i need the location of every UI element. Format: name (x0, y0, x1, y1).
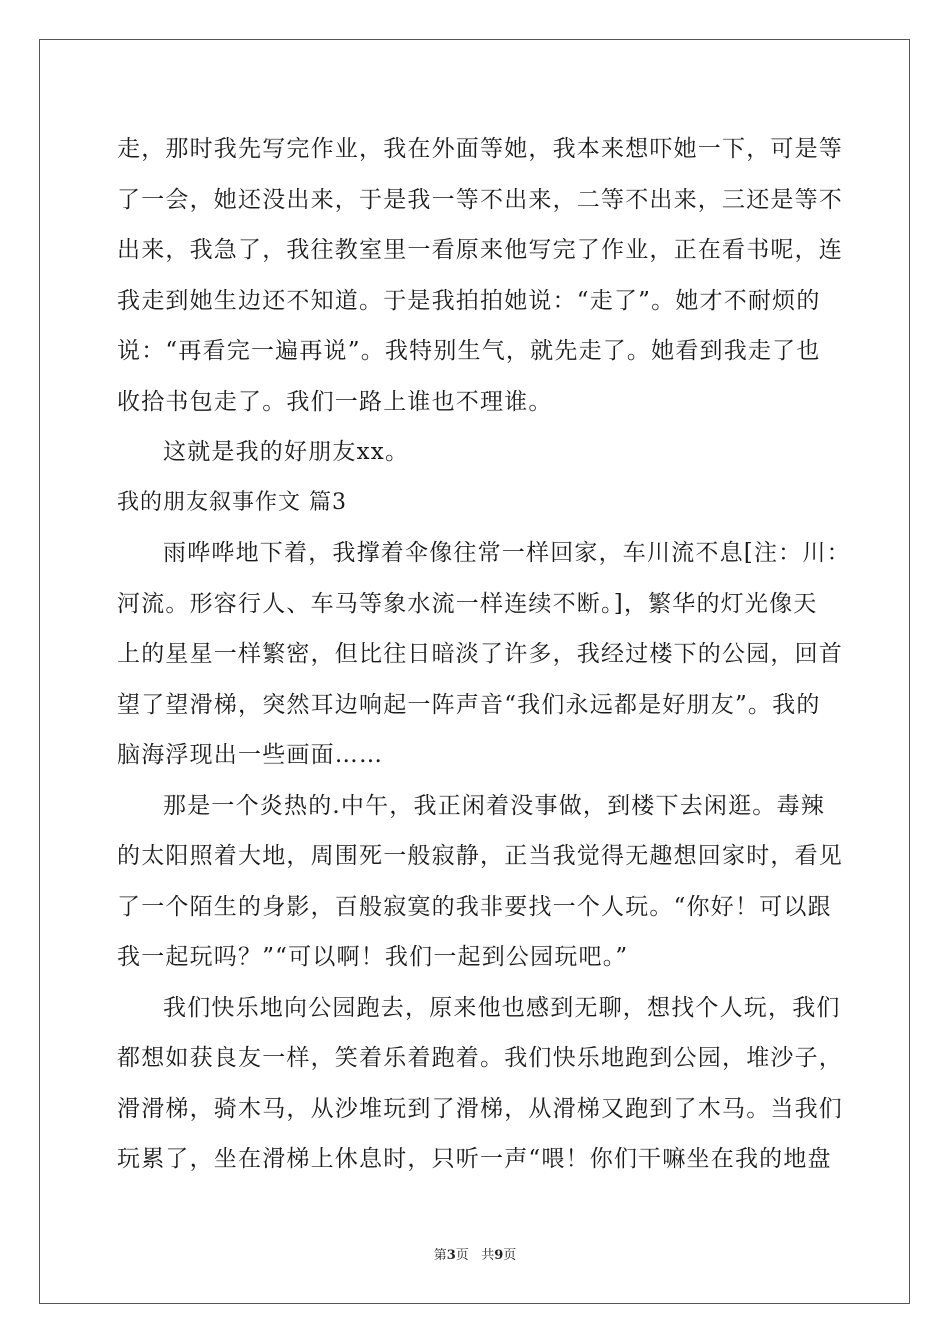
text-line: 出来，我急了，我往教室里一看原来他写完了作业，正在看书呢，连 (117, 237, 843, 263)
text-line: 我们快乐地向公园跑去，原来他也感到无聊，想找个人玩，我们 (163, 994, 841, 1021)
paragraph (117, 983, 843, 1185)
text-line: 脑海浮现出一些画面…… (117, 742, 384, 768)
text-line: 我一起玩吗？”“可以啊！我们一起到公园玩吧。” (117, 944, 629, 970)
text-line: 河流。形容行人、车马等象水流一样连续不断。]，繁华的灯光像天 (117, 590, 818, 617)
paragraph (117, 124, 843, 427)
text-line: 望了望滑梯，突然耳边响起一阵声音“我们永远都是好朋友”。我的 (117, 691, 821, 718)
paragraph (117, 781, 843, 983)
text-line: 我走到她生边还不知道。于是我拍拍她说：“走了”。她才不耐烦的 (117, 287, 821, 314)
text-line: 都想如获良友一样，笑着乐着跑着。我们快乐地跑到公园，堆沙子， (117, 1045, 843, 1071)
page-prefix: 第 (433, 1248, 447, 1263)
text-line: 收拾书包走了。我们一路上谁也不理谁。 (117, 388, 553, 415)
total-pages: 9 (494, 1248, 504, 1263)
text-line: 了一会，她还没出来，于是我一等不出来，二等不出来，三还是等不 (117, 186, 843, 213)
text-line: 那是一个炎热的.中午，我正闲着没事做，到楼下去闲逛。毒辣 (163, 792, 825, 819)
text-line: 上的星星一样繁密，但比往日暗淡了许多，我经过楼下的公园，回首 (117, 641, 843, 667)
text-line: 这就是我的好朋友xx。 (163, 439, 410, 465)
total-suffix: 页 (503, 1248, 517, 1263)
text-line: 玩累了，坐在滑梯上休息时，只听一声“喂！你们干嘛坐在我的地盘 (117, 1146, 832, 1172)
paragraph (117, 528, 851, 781)
text-line: 滑滑梯，骑木马，从沙堆玩到了滑梯，从滑梯又跑到了木马。当我们 (117, 1095, 843, 1122)
page-suffix: 页 (455, 1248, 469, 1263)
text-line: 说：“再看完一遍再说”。我特别生气，就先走了。她看到我走了也 (117, 338, 821, 364)
page-number: 3 (446, 1248, 456, 1263)
page-footer (0, 1244, 950, 1263)
text-line: 走，那时我先写完作业，我在外面等她，我本来想吓她一下，可是等 (117, 136, 843, 162)
text-line: 雨哗哗地下着，我撑着伞像往常一样回家，车川流不息[注：川： (163, 540, 851, 566)
text-line: 了一个陌生的身影，百般寂寞的我非要找一个人玩。“你好！可以跟 (117, 893, 832, 920)
section-heading: 我的朋友叙事作文 篇3 (117, 489, 347, 515)
document-body (117, 124, 851, 1185)
paragraph (117, 427, 833, 478)
total-prefix: 共 (481, 1248, 495, 1263)
text-line: 的太阳照着大地，周围死一般寂静，正当我觉得无趣想回家时，看见 (117, 843, 843, 869)
